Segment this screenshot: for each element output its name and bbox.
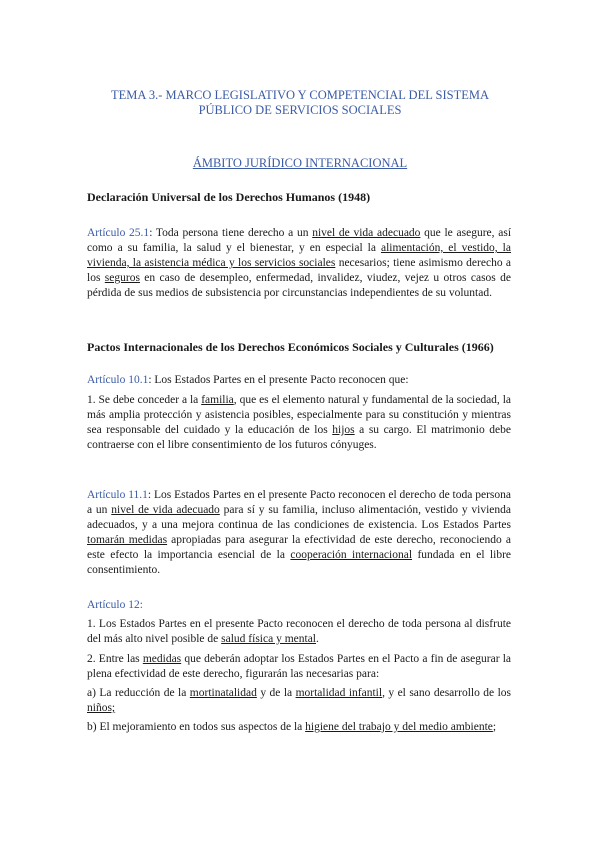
text: b) El mejoramiento en todos sus aspectos de la [87, 721, 306, 733]
article-label: Artículo 11.1 [87, 489, 148, 501]
text: en caso de desempleo, enfermedad, invalidez, viudez, vejez u otros casos de pérdida de sus medios de subsistencia por circunstancias independientes de su voluntad. [87, 272, 512, 299]
declaracion-heading: Declaración Universal de los Derechos Humanos (1948) [87, 190, 371, 204]
articulo-12-item-2 [87, 652, 511, 682]
underlined-term: nivel de vida adecuado [111, 504, 220, 516]
text: a su cargo. El matrimonio debe contraerse con el libre consentimiento de los futuros cónyuges. [87, 424, 511, 451]
text: : Los Estados Partes en el presente Pacto reconocen que: [148, 374, 409, 386]
articulo-12-item-b [87, 720, 511, 735]
underlined-term: medidas [142, 653, 182, 665]
underlined-term: mortalidad infantil [295, 687, 383, 699]
article-label: Artículo 25.1 [87, 227, 150, 239]
section-title: ÁMBITO JURÍDICO INTERNACIONAL [192, 156, 408, 170]
article-label: Artículo 12: [87, 599, 143, 611]
underlined-term: higiene del trabajo y del medio ambiente [305, 721, 493, 733]
text: que le asegure, así como a su familia, la salud y el bienestar, y en especial la [87, 227, 512, 254]
article-label: Artículo 10.1 [87, 374, 149, 386]
underlined-term: tomarán medidas [87, 534, 168, 546]
underlined-term: familia [201, 394, 234, 406]
underlined-term: cooperación internacional [290, 549, 413, 561]
text: : Los Estados Partes en el presente Pacto reconocen el derecho de toda persona a un [87, 489, 511, 516]
text: para sí y su familia, incluso alimentación, vestido y vivienda adecuados, y a una mejora continua de las condiciones de existencia. Los Estados Partes [87, 504, 511, 531]
underlined-term: hijos [332, 424, 355, 436]
pactos-heading: Pactos Internacionales de los Derechos Económicos Sociales y Culturales (1966) [87, 340, 494, 354]
text: a) La reducción de la [87, 687, 190, 699]
underlined-term: nivel de vida adecuado [312, 227, 421, 239]
text: : Toda persona tiene derecho a un [149, 227, 313, 239]
text: 1. Los Estados Partes en el presente Pacto reconocen el derecho de toda persona al disfrute del más alto nivel posible de [87, 618, 511, 645]
text: , que es el elemento natural y fundamental de la sociedad, la más amplia protección y asistencia posibles, especialmente para su constitución y mientras sea responsable del cuidado y la educación de los [87, 394, 512, 436]
articulo-25-1 [87, 226, 511, 301]
articulo-12-item-a [87, 686, 511, 716]
text: fundada en el libre consentimiento. [87, 549, 512, 576]
document-title [80, 88, 520, 118]
text: . [316, 633, 319, 645]
articulo-10-1 [87, 373, 511, 388]
text: 1. Se debe conceder a la [87, 394, 202, 406]
underlined-term: mortinatalidad [189, 687, 257, 699]
articulo-12-item-1 [87, 617, 511, 647]
underlined-term: niños; [87, 702, 116, 714]
title-line-2: PÚBLICO DE SERVICIOS SOCIALES [198, 103, 402, 117]
text: que deberán adoptar los Estados Partes en el Pacto a fin de asegurar la plena efectividad de este derecho, figurarán las necesarias para: [87, 653, 511, 680]
articulo-12-label [87, 598, 511, 613]
articulo-11-1 [87, 488, 511, 578]
text: 2. Entre las [87, 653, 143, 665]
underlined-term: alimentación, el vestido, la vivienda, la asistencia médica y los servicios sociales [87, 242, 511, 269]
title-line-1: TEMA 3.- MARCO LEGISLATIVO Y COMPETENCIAL DEL SISTEMA [111, 88, 489, 102]
text: y de la [256, 687, 296, 699]
text: apropiadas para asegurar la efectividad de este derecho, reconociendo a este efecto la importancia esencial de la [87, 534, 511, 561]
underlined-term: salud física y mental [221, 633, 316, 645]
text: , y el sano desarrollo de los [382, 687, 512, 699]
text: ; [492, 721, 497, 733]
underlined-term: seguros [104, 272, 140, 284]
articulo-10-1-item-1 [87, 393, 511, 453]
text: necesarios; tiene asimismo derecho a los [87, 257, 511, 284]
